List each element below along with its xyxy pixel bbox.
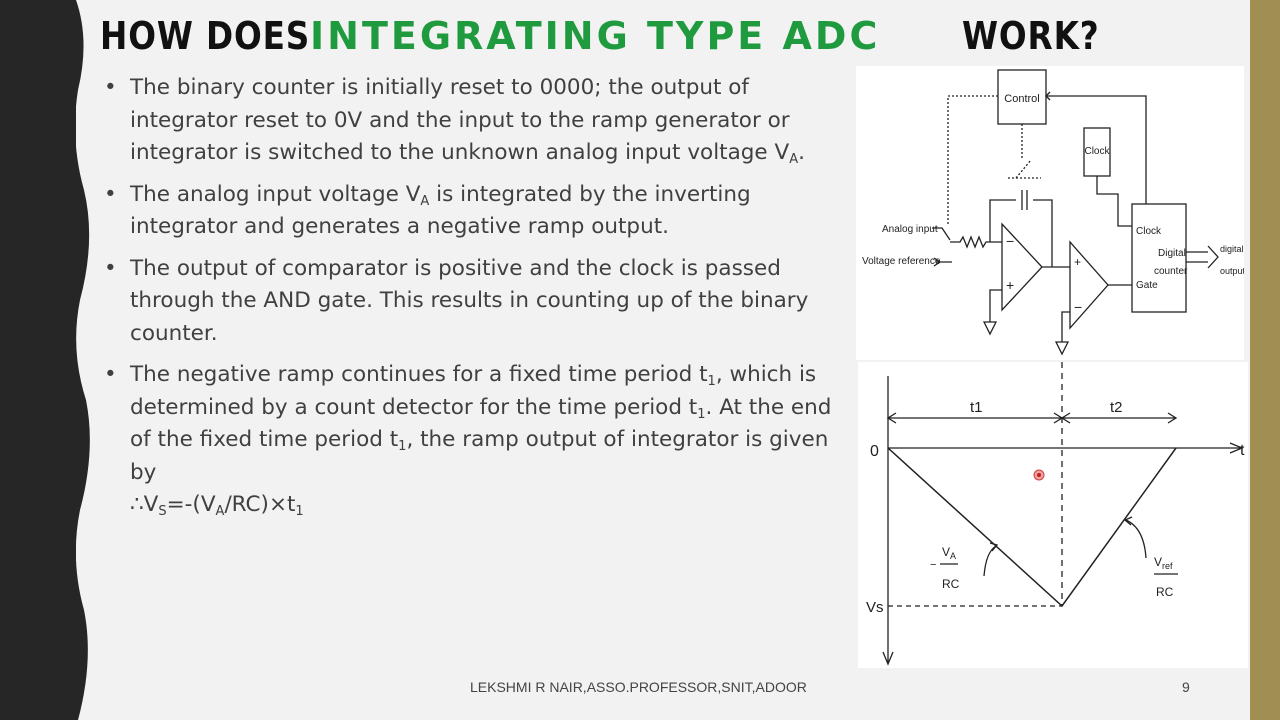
bullet-dot: • <box>104 255 117 281</box>
bullet-dot: • <box>104 75 117 100</box>
svg-text:Clock: Clock <box>1136 226 1162 237</box>
torn-edge-decoration <box>0 0 110 720</box>
title-part-3: WORK? <box>962 14 1100 58</box>
svg-text:digital: digital <box>1220 244 1244 254</box>
page-number: 9 <box>1182 679 1190 695</box>
right-decorative-band <box>1250 0 1280 720</box>
zero-label: 0 <box>870 443 879 460</box>
footer-author: LEKSHMI R NAIR,ASSO.PROFESSOR,SNIT,ADOOR <box>470 679 807 695</box>
left-decorative-band <box>0 0 76 720</box>
y-axis <box>883 376 893 664</box>
svg-text:RC: RC <box>1156 585 1174 599</box>
output-arrow <box>1186 246 1218 268</box>
svg-text:−: − <box>1074 299 1083 315</box>
control-label: Control <box>1004 93 1040 105</box>
svg-text:−: − <box>1006 233 1015 249</box>
bullet-item-4: • The negative ramp continues for a fixed time period $t_1$, which is determined by a count detector for the time period $t_1$. At the end of the fixed time period $t_1$, the ramp output of integrator is given by $\therefore V_S=-(V_A/RC)\times t_1$ <box>104 359 844 522</box>
svg-text:+: + <box>1074 255 1082 269</box>
adc-circuit-diagram <box>856 66 1244 360</box>
ramp-waveform <box>888 448 1176 606</box>
t1-label: t1 <box>970 399 983 416</box>
ground-symbol-2 <box>1056 312 1070 354</box>
svg-text:−: − <box>930 559 937 571</box>
time-axis <box>888 443 1242 453</box>
analog-input-label: Analog input <box>882 224 938 235</box>
svg-text:RC: RC <box>942 577 960 591</box>
title-part-1: HOW DOES <box>100 14 311 58</box>
svg-text:Digital: Digital <box>1158 248 1186 259</box>
title-part-2-highlight: INTEGRATING TYPE ADC <box>310 14 881 58</box>
slope2-pointer <box>1125 517 1146 558</box>
svg-text:+: + <box>1006 277 1015 293</box>
svg-text:Vref: $V_{ref}$ <box>1154 555 1173 571</box>
ramp-waveform-diagram <box>858 362 1248 668</box>
bullet-item-2: • The analog input voltage $V_A$ is integrated by the inverting integrator and generates a negative ramp output. <box>104 179 844 244</box>
bullet-item-3: • The output of comparator is positive and the clock is passed through the AND gate. This results in counting up of the binary counter. <box>104 253 844 351</box>
t2-label: t2 <box>1110 399 1123 416</box>
bullet-dot: • <box>104 362 117 387</box>
vs-label: Vs <box>866 599 884 616</box>
bullet-item-1: • The binary counter is initially reset to 0000; the output of integrator reset to 0V and the input to the ramp generator or integrator is switched to the unknown analog input voltage $V_A$. <box>104 72 844 170</box>
input-resistor <box>950 237 1002 247</box>
clock-label: Clock <box>1084 146 1110 157</box>
ground-symbol-1 <box>984 290 1002 334</box>
svg-text:Gate: Gate <box>1136 280 1158 291</box>
svg-text:counter: counter <box>1154 266 1188 277</box>
bullet-list <box>104 72 844 531</box>
svg-text:VA: $V_A$ <box>942 545 957 561</box>
voltage-reference-label: Voltage reference <box>862 256 941 267</box>
slide-title <box>100 14 1100 58</box>
slope1-pointer <box>984 543 997 576</box>
time-axis-label: t <box>1240 442 1245 459</box>
ramp-output-formula: $\therefore V_S=-(V_A/RC)\times t_1$ <box>130 492 304 519</box>
svg-text:output: output <box>1220 266 1244 276</box>
bullet-dot: • <box>104 181 117 207</box>
